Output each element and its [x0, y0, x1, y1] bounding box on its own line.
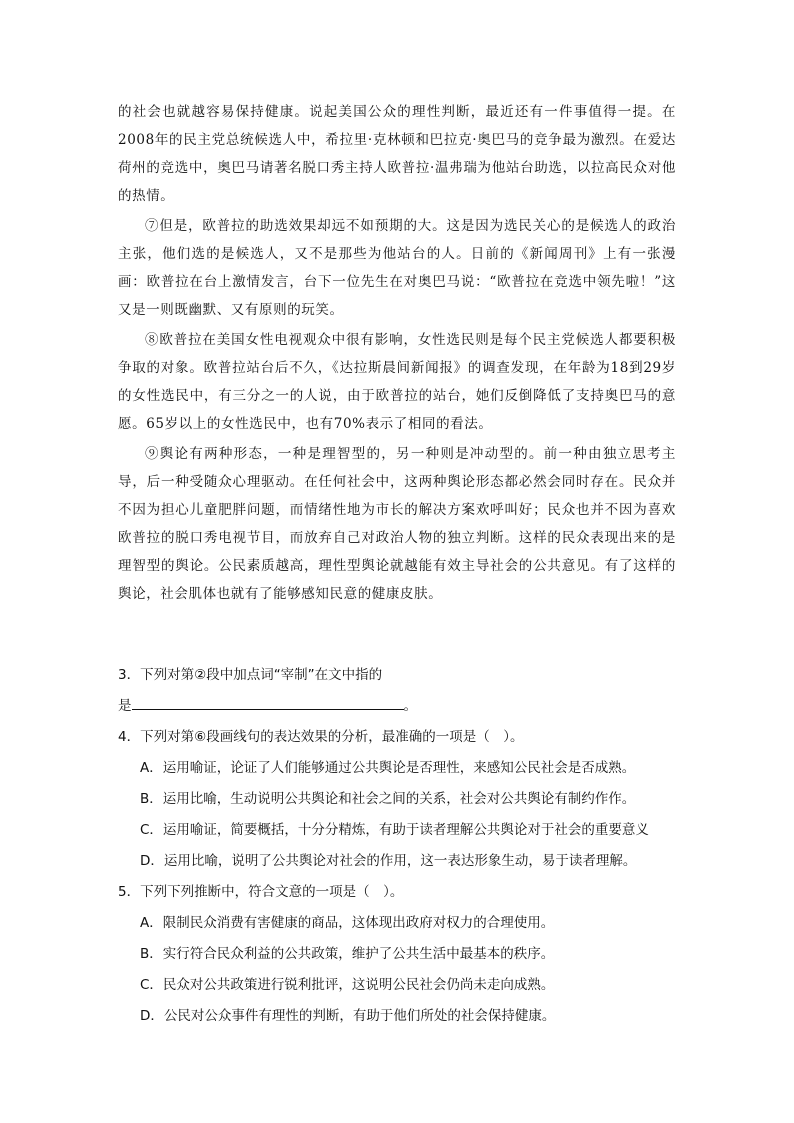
passage-paragraph-continued: 的社会也就越容易保持健康。说起美国公众的理性判断，最近还有一件事值得一提。在2008年的民主党总统候选人中，希拉里·克林顿和巴拉克·奥巴马的竞争最为激烈。在爱达荷州的竞选中，奥巴马请著名脱口秀主持人欧普拉·温弗瑞为他站台助选，以拉高民众对他的热情。: [118, 104, 676, 204]
question-4-option-d[interactable]: D．运用比喻，说明了公共舆论对社会的作用，这一表达形象生动，易于读者理解。: [140, 853, 637, 869]
passage-paragraph-9: ⑨舆论有两种形态，一种是理智型的，另一种则是冲动型的。前一种由独立思考主导，后一种受随众心理驱动。在任何社会中，这两种舆论形态都必然会同时存在。民众并不因为担心儿童肥胖问题，而情绪性地为市长的解决方案欢呼叫好；民众也并不因为喜欢欧普拉的脱口秀电视节目，而放弃自己对政治人物的独立判断。这样的民众表现出来的是理智型的舆论。公民素质越高，理性型舆论就越能有效主导社会的公共意见。有了这样的舆论，社会肌体也就有了能够感知民意的健康皮肤。: [118, 446, 676, 602]
question-5-option-c[interactable]: C．民众对公共政策进行锐利批评，这说明公民社会仍尚未走向成熟。: [140, 977, 555, 993]
question-4-option-c[interactable]: C．运用喻证，简要概括，十分分精炼，有助于读者理解公共舆论对于社会的重要意义: [140, 822, 649, 838]
question-5-stem: 5．下列下列推断中，符合文意的一项是（ ）。: [118, 884, 404, 900]
question-3-answer-line: [118, 691, 678, 722]
question-3: [118, 660, 678, 722]
question-section: [118, 660, 678, 1032]
question-3-line-prefix: 是: [118, 698, 132, 714]
question-3-stem: 3．下列对第②段中加点词“宰制”在文中指的: [118, 667, 383, 683]
question-4-option-a[interactable]: A．运用喻证，论证了人们能够通过公共舆论是否理性，来感知公民社会是否成熟。: [140, 760, 636, 776]
question-4-stem: 4．下列对第⑥段画线句的表达效果的分析，最准确的一项是（ ）。: [118, 729, 524, 745]
passage-body: [118, 98, 676, 610]
question-4: [118, 722, 678, 877]
question-4-option-b[interactable]: B．运用比喻，生动说明公共舆论和社会之间的关系，社会对公共舆论有制约作作。: [140, 791, 636, 807]
question-3-answer-blank[interactable]: [132, 693, 404, 710]
question-5: [118, 877, 678, 1032]
question-3-line-suffix: 。: [403, 698, 417, 714]
question-5-option-d[interactable]: D．公民对公众事件有理性的判断，有助于他们所处的社会保持健康。: [140, 1008, 556, 1024]
passage-paragraph-7: ⑦但是，欧普拉的助选效果却远不如预期的大。这是因为选民关心的是候选人的政治主张，他们选的是候选人，又不是那些为他站台的人。日前的《新闻周刊》上有一张漫画：欧普拉在台上激情发言，台下一位先生在对奥巴马说：“欧普拉在竞选中领先啦！”这又是一则既幽默、又有原则的玩笑。: [118, 218, 676, 318]
passage-paragraph-8: ⑧欧普拉在美国女性电视观众中很有影响，女性选民则是每个民主党候选人都要积极争取的对象。欧普拉站台后不久，《达拉斯晨间新闻报》的调查发现，在年龄为18到29岁的女性选民中，有三分之一的人说，由于欧普拉的站台，她们反倒降低了支持奥巴马的意愿。65岁以上的女性选民中，也有70%表示了相同的看法。: [118, 332, 676, 432]
question-5-option-b[interactable]: B．实行符合民众利益的公共政策，维护了公共生活中最基本的秩序。: [140, 946, 555, 962]
question-5-option-a[interactable]: A．限制民众消费有害健康的商品，这体现出政府对权力的合理使用。: [140, 915, 555, 931]
